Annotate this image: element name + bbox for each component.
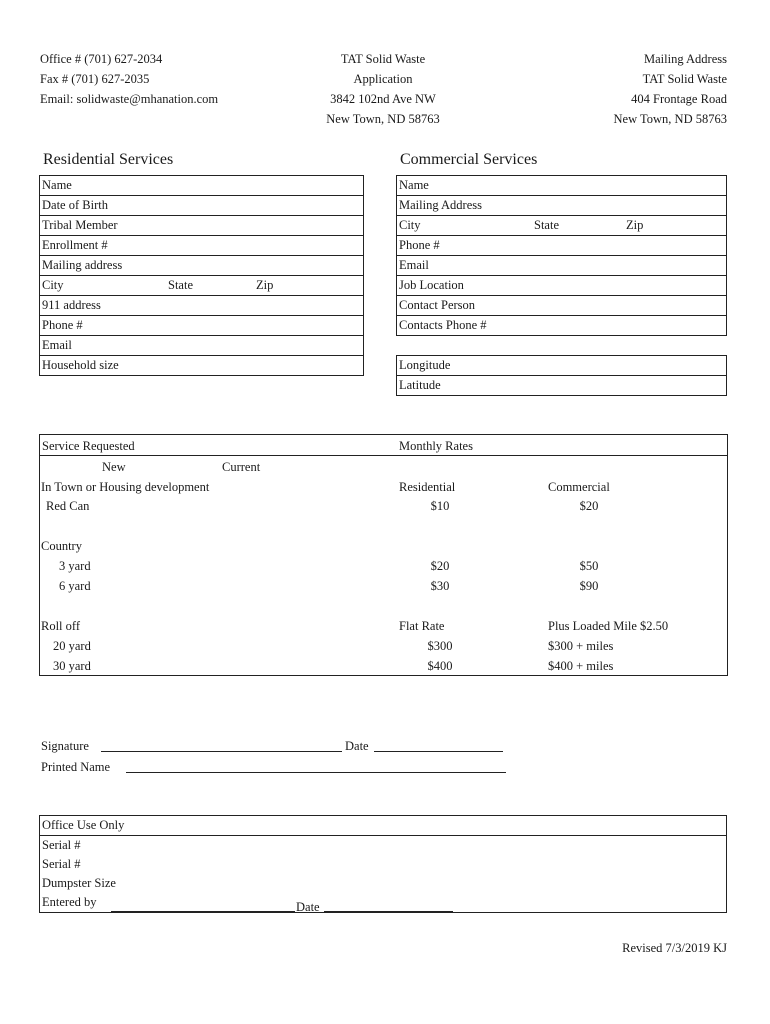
yard6-com-rate: $90 [579, 579, 599, 593]
office-phone: Office # (701) 627-2034 [40, 52, 163, 66]
signature-line[interactable] [101, 751, 342, 752]
revised-note: Revised 7/3/2019 KJ [622, 941, 727, 955]
loaded-mile-label: Plus Loaded Mile $2.50 [548, 619, 669, 633]
email-address: Email: solidwaste@mhanation.com [40, 92, 219, 106]
yard6-option[interactable]: 6 yard [59, 579, 91, 593]
com-contact-phone-field[interactable]: Contacts Phone # [397, 316, 727, 336]
res-city-label: City [42, 278, 64, 292]
in-town-label: In Town or Housing development [41, 480, 210, 494]
res-tribal-member-field[interactable]: Tribal Member [40, 216, 364, 236]
res-mailing-address-field[interactable]: Mailing address [40, 256, 364, 276]
com-city-label: City [399, 218, 421, 232]
res-zip-label: Zip [256, 278, 274, 292]
yard30-flat-rate: $400 [427, 659, 453, 673]
service-requested-box [39, 434, 728, 676]
commercial-geo-form [396, 355, 727, 396]
agency-address-block [283, 49, 483, 129]
res-phone-field[interactable]: Phone # [40, 316, 364, 336]
res-dob-field[interactable]: Date of Birth [40, 196, 364, 216]
entered-by-row [40, 893, 727, 913]
com-job-location-field[interactable]: Job Location [397, 276, 727, 296]
yard20-plus-rate: $300 + miles [548, 639, 614, 653]
com-longitude-field[interactable]: Longitude [397, 356, 727, 376]
fax-number: Fax # (701) 627-2035 [40, 72, 150, 86]
res-911-address-field[interactable]: 911 address [40, 296, 364, 316]
yard30-option[interactable]: 30 yard [53, 659, 91, 673]
serial-2-field[interactable]: Serial # [40, 855, 727, 874]
com-mailing-address-field[interactable]: Mailing Address [397, 196, 727, 216]
residential-form [39, 175, 364, 376]
com-zip-label: Zip [626, 218, 644, 232]
yard3-res-rate: $20 [430, 559, 450, 573]
office-use-form [39, 815, 727, 913]
printed-name-label: Printed Name [41, 760, 111, 774]
com-name-field[interactable]: Name [397, 176, 727, 196]
office-date-label: Date [296, 900, 320, 914]
res-household-size-field[interactable]: Household size [40, 356, 364, 376]
yard6-res-rate: $30 [430, 579, 450, 593]
mailing-heading: Mailing Address [644, 52, 727, 66]
res-name-field[interactable]: Name [40, 176, 364, 196]
com-latitude-field[interactable]: Latitude [397, 376, 727, 396]
com-state-label: State [534, 218, 559, 232]
residential-title: Residential Services [43, 151, 174, 168]
commercial-form [396, 175, 727, 336]
yard3-com-rate: $50 [579, 559, 599, 573]
commercial-column-label: Commercial [548, 480, 610, 494]
signature-label: Signature [41, 739, 89, 753]
service-header-rule [39, 455, 728, 456]
yard3-option[interactable]: 3 yard [59, 559, 91, 573]
serial-1-field[interactable]: Serial # [40, 836, 727, 856]
com-city-field[interactable] [397, 216, 727, 236]
office-date-line[interactable] [324, 911, 453, 912]
red-can-com-rate: $20 [579, 499, 599, 513]
red-can-option[interactable]: Red Can [46, 499, 90, 513]
current-option[interactable]: Current [222, 460, 261, 474]
com-contact-person-field[interactable]: Contact Person [397, 296, 727, 316]
red-can-res-rate: $10 [430, 499, 450, 513]
res-email-field[interactable]: Email [40, 336, 364, 356]
residential-column-label: Residential [399, 480, 456, 494]
flat-rate-label: Flat Rate [399, 619, 445, 633]
com-email-field[interactable]: Email [397, 256, 727, 276]
dumpster-size-field[interactable]: Dumpster Size [40, 874, 727, 893]
agency-street: 3842 102nd Ave NW [330, 92, 436, 106]
yard20-option[interactable]: 20 yard [53, 639, 91, 653]
mailing-address-block [527, 49, 727, 129]
commercial-title: Commercial Services [400, 151, 538, 168]
form-title: Application [353, 72, 413, 86]
entered-by-line[interactable] [111, 911, 295, 912]
mailing-org: TAT Solid Waste [642, 72, 727, 86]
mailing-city: New Town, ND 58763 [613, 112, 727, 126]
entered-by-label: Entered by [42, 895, 97, 909]
monthly-rates-title: Monthly Rates [399, 439, 473, 453]
roll-off-label: Roll off [41, 619, 81, 633]
new-option[interactable]: New [102, 460, 126, 474]
signature-date-label: Date [345, 739, 369, 753]
signature-date-line[interactable] [374, 751, 503, 752]
com-phone-field[interactable]: Phone # [397, 236, 727, 256]
office-contact-block [40, 49, 218, 109]
country-label: Country [41, 539, 82, 553]
res-enrollment-field[interactable]: Enrollment # [40, 236, 364, 256]
yard20-flat-rate: $300 [427, 639, 453, 653]
res-state-label: State [168, 278, 193, 292]
service-title: Service Requested [42, 439, 135, 453]
printed-name-line[interactable] [126, 772, 506, 773]
office-use-title: Office Use Only [40, 816, 727, 836]
yard30-plus-rate: $400 + miles [548, 659, 614, 673]
agency-city: New Town, ND 58763 [326, 112, 440, 126]
agency-name: TAT Solid Waste [340, 52, 426, 66]
res-city-field[interactable] [40, 276, 364, 296]
mailing-street: 404 Frontage Road [631, 92, 727, 106]
